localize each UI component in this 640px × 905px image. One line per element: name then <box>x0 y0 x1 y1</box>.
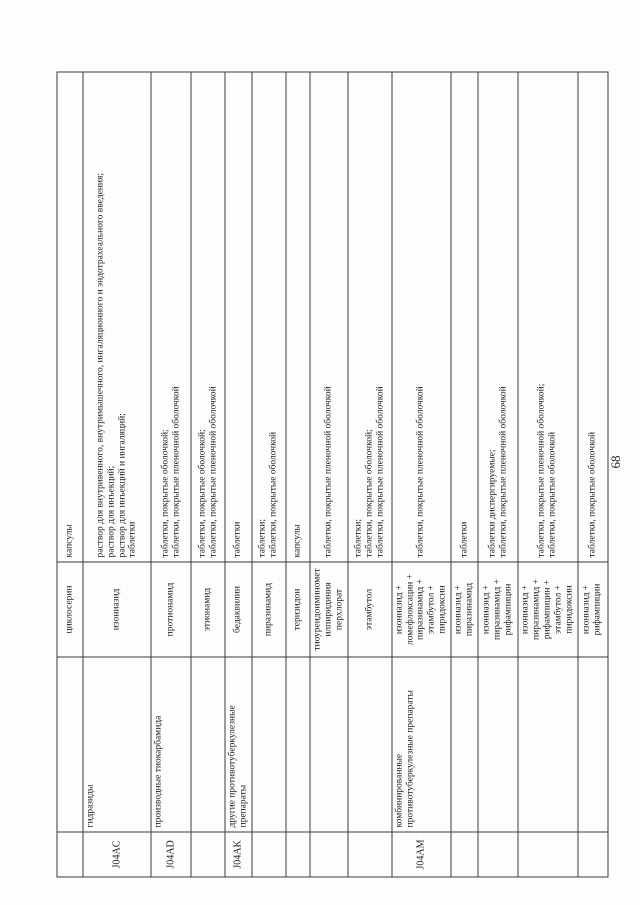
group-name-cell <box>478 657 518 832</box>
dosage-form-line: раствор для инъекций и ингаляций; <box>116 413 127 558</box>
dosage-forms-cell <box>478 72 518 562</box>
dosage-forms-cell <box>151 72 191 562</box>
inn-cell: изониазид + ломефлоксацин + пиразинамид + этамбутол + пиридоксин <box>391 562 451 657</box>
inn-cell: изониазид + рифампицин <box>577 562 607 657</box>
dosage-form-line: таблетки, покрытые оболочкой; <box>159 429 170 558</box>
dosage-forms-cell <box>391 72 451 562</box>
dosage-forms-cell <box>83 72 151 562</box>
inn-cell: изониазид + пиразинамид + рифампицин + этамбутол + пиридоксин <box>518 562 578 657</box>
table-row <box>518 72 578 877</box>
group-name-cell <box>577 657 607 832</box>
atc-code-cell: J04AK <box>225 832 252 877</box>
dosage-forms-cell <box>347 72 391 562</box>
atc-code-cell <box>577 832 607 877</box>
dosage-form-line: таблетки, покрытые пленочной оболочкой <box>207 386 218 558</box>
dosage-form-line: таблетки, покрытые оболочкой; <box>363 429 374 558</box>
group-name-cell <box>451 657 478 832</box>
atc-code-cell <box>309 832 347 877</box>
dosage-form-line: таблетки, покрытые оболочкой <box>268 431 279 558</box>
group-name-cell <box>309 657 347 832</box>
dosage-forms-cell <box>251 72 285 562</box>
table-row <box>83 72 151 877</box>
table-row <box>151 72 191 877</box>
atc-code-cell: J04AC <box>83 832 151 877</box>
inn-cell: протионамид <box>151 562 191 657</box>
group-name-cell <box>57 657 83 832</box>
table-row <box>57 72 83 877</box>
page-number: 68 <box>608 455 623 469</box>
group-name-cell: гидразиды <box>83 657 151 832</box>
dosage-forms-cell <box>518 72 578 562</box>
atc-code-cell: J04AM <box>391 832 451 877</box>
table-row <box>251 72 285 877</box>
dosage-form-line: таблетки, покрытые оболочкой; <box>196 429 207 558</box>
dosage-form-line: таблетки, покрытые пленочной оболочкой <box>497 386 508 558</box>
inn-cell: этионамид <box>191 562 225 657</box>
group-name-cell <box>251 657 285 832</box>
inn-cell: этамбутол <box>347 562 391 657</box>
dosage-forms-cell <box>57 72 83 562</box>
dosage-forms-cell <box>225 72 252 562</box>
dosage-form-line: таблетки <box>127 521 138 558</box>
dosage-form-line: таблетки диспергируемые; <box>486 449 497 558</box>
dosage-form-line: таблетки; <box>257 518 268 558</box>
dosage-form-line: таблетки, покрытые оболочкой <box>547 431 558 558</box>
table-row <box>225 72 252 877</box>
table-row <box>577 72 607 877</box>
atc-code-cell <box>518 832 578 877</box>
atc-code-cell <box>478 832 518 877</box>
inn-cell: изониазид + пиразинамид <box>451 562 478 657</box>
table-row <box>347 72 391 877</box>
dosage-form-line: раствор для внутривенного, внутримышечного, ингаляционного и эндотрахеального введения; <box>94 173 105 558</box>
atc-code-cell <box>191 832 225 877</box>
table-row <box>191 72 225 877</box>
atc-code-cell <box>251 832 285 877</box>
group-name-cell <box>191 657 225 832</box>
dosage-form-line: таблетки <box>232 521 243 558</box>
inn-cell: изониазид + пиразинамид + рифампицин <box>478 562 518 657</box>
dosage-form-line: капсулы <box>291 524 302 558</box>
dosage-form-line: таблетки <box>458 521 469 558</box>
dosage-form-line: раствор для инъекций; <box>105 465 116 558</box>
dosage-forms-cell <box>309 72 347 562</box>
dosage-forms-cell <box>451 72 478 562</box>
inn-cell: теризидон <box>285 562 309 657</box>
dosage-form-line: таблетки, покрытые пленочной оболочкой <box>415 386 426 558</box>
group-name-cell: другие противотуберкулезные препараты <box>225 657 252 832</box>
inn-cell: пиразинамид <box>251 562 285 657</box>
dosage-forms-cell <box>285 72 309 562</box>
table-row <box>285 72 309 877</box>
drug-table <box>56 72 608 878</box>
table-body <box>57 72 608 877</box>
group-name-cell <box>518 657 578 832</box>
atc-code-cell <box>451 832 478 877</box>
table-row <box>451 72 478 877</box>
dosage-form-line: капсулы <box>64 524 75 558</box>
group-name-cell: комбинированные противотуберкулезные препараты <box>391 657 451 832</box>
group-name-cell: производные тиокарбамида <box>151 657 191 832</box>
group-name-cell <box>347 657 391 832</box>
dosage-form-line: таблетки, покрытые пленочной оболочкой; <box>536 383 547 558</box>
dosage-form-line: таблетки, покрытые оболочкой <box>586 431 597 558</box>
inn-cell: бедаквилин <box>225 562 252 657</box>
inn-cell: циклосерин <box>57 562 83 657</box>
dosage-form-line: таблетки, покрытые пленочной оболочкой <box>170 386 181 558</box>
group-name-cell <box>285 657 309 832</box>
inn-cell: тиоуреидоиминометилпиридиния перхлорат <box>309 562 347 657</box>
table-row <box>478 72 518 877</box>
dosage-forms-cell <box>191 72 225 562</box>
inn-cell: изониазид <box>83 562 151 657</box>
table-row <box>309 72 347 877</box>
atc-code-cell: J04AD <box>151 832 191 877</box>
dosage-form-line: таблетки, покрытые пленочной оболочкой <box>374 386 385 558</box>
atc-code-cell <box>347 832 391 877</box>
atc-code-cell <box>57 832 83 877</box>
atc-code-cell <box>285 832 309 877</box>
table-row <box>391 72 451 877</box>
dosage-form-line: таблетки; <box>352 518 363 558</box>
dosage-forms-cell <box>577 72 607 562</box>
rotated-table-canvas <box>56 73 604 878</box>
dosage-form-line: таблетки, покрытые пленочной оболочкой <box>322 386 333 558</box>
